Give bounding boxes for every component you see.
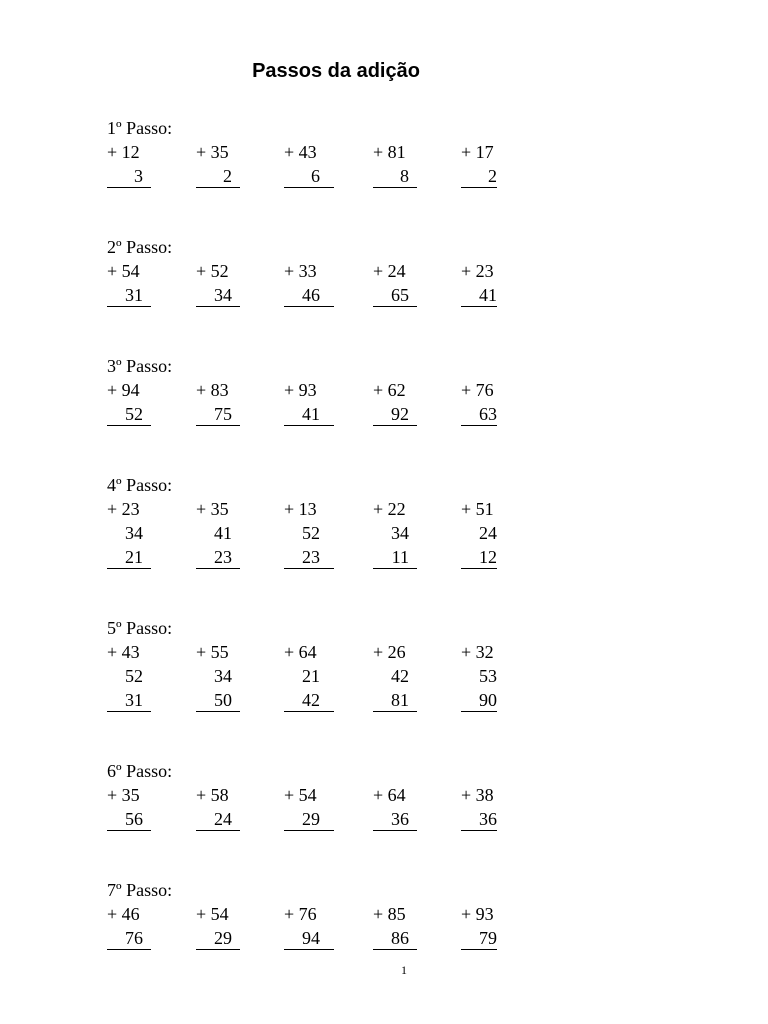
addend: 36: [479, 809, 497, 829]
addend: 34: [391, 523, 409, 543]
addend: 41: [479, 285, 497, 305]
plus-sign: +: [284, 904, 299, 924]
addition-problem: [284, 783, 334, 831]
first-addend: 38: [475, 785, 494, 805]
underlined-addend-line: [461, 164, 497, 188]
step-block: [107, 616, 527, 710]
addend: 41: [214, 523, 232, 543]
first-addend: 54: [298, 785, 317, 805]
plus-sign: +: [196, 499, 211, 519]
first-addend: 76: [475, 380, 494, 400]
addend: 79: [479, 928, 497, 948]
addend-line: [373, 664, 417, 688]
first-addend-line: [107, 259, 151, 283]
plus-sign: +: [107, 499, 122, 519]
first-addend: 35: [210, 142, 229, 162]
addend-line: [107, 521, 151, 545]
underlined-addend-line: [196, 688, 240, 712]
plus-sign: +: [196, 904, 211, 924]
underlined-addend-line: [373, 402, 417, 426]
addend: 42: [391, 666, 409, 686]
addition-problem: [284, 902, 334, 950]
first-addend: 12: [121, 142, 140, 162]
first-addend: 93: [298, 380, 317, 400]
addition-problem: [461, 497, 497, 569]
first-addend: 32: [475, 642, 494, 662]
step-label: 5º Passo:: [107, 618, 173, 638]
addition-problem: [107, 902, 151, 950]
underlined-addend-line: [284, 807, 334, 831]
addend: 6: [311, 166, 320, 186]
underlined-addend-line: [196, 926, 240, 950]
underlined-addend-line: [284, 545, 334, 569]
addend: 52: [125, 404, 143, 424]
plus-sign: +: [373, 261, 388, 281]
addition-problem: [284, 259, 334, 307]
addition-problem: [196, 640, 240, 712]
first-addend-line: [373, 378, 417, 402]
addend: 76: [125, 928, 143, 948]
first-addend: 24: [387, 261, 406, 281]
first-addend: 62: [387, 380, 406, 400]
underlined-addend-line: [461, 402, 497, 426]
first-addend-line: [373, 497, 417, 521]
plus-sign: +: [196, 261, 211, 281]
addition-problem: [107, 497, 151, 569]
addend: 92: [391, 404, 409, 424]
first-addend: 76: [298, 904, 317, 924]
underlined-addend-line: [107, 283, 151, 307]
addend: 53: [479, 666, 497, 686]
addend: 86: [391, 928, 409, 948]
addend: 52: [302, 523, 320, 543]
first-addend-line: [196, 640, 240, 664]
first-addend-line: [461, 902, 497, 926]
plus-sign: +: [284, 499, 299, 519]
underlined-addend-line: [373, 545, 417, 569]
step-label: 4º Passo:: [107, 475, 173, 495]
first-addend: 58: [210, 785, 229, 805]
first-addend: 52: [210, 261, 229, 281]
addend: 36: [391, 809, 409, 829]
step-label: 3º Passo:: [107, 356, 173, 376]
plus-sign: +: [196, 642, 211, 662]
plus-sign: +: [373, 785, 388, 805]
step-label: 2º Passo:: [107, 237, 173, 257]
addition-problem: [373, 378, 417, 426]
addition-problem: [373, 902, 417, 950]
addition-problem: [373, 140, 417, 188]
addition-problem: [107, 140, 151, 188]
first-addend-line: [196, 140, 240, 164]
plus-sign: +: [196, 380, 211, 400]
addition-problem: [373, 640, 417, 712]
plus-sign: +: [284, 261, 299, 281]
addition-problem: [107, 640, 151, 712]
first-addend: 35: [121, 785, 140, 805]
addend-line: [196, 521, 240, 545]
plus-sign: +: [461, 785, 476, 805]
addition-problem: [373, 497, 417, 569]
first-addend-line: [196, 259, 240, 283]
first-addend-line: [461, 640, 497, 664]
underlined-addend-line: [373, 926, 417, 950]
first-addend-line: [107, 902, 151, 926]
first-addend-line: [284, 640, 334, 664]
plus-sign: +: [196, 785, 211, 805]
plus-sign: +: [196, 142, 211, 162]
first-addend: 33: [298, 261, 317, 281]
step-label: 6º Passo:: [107, 761, 173, 781]
plus-sign: +: [461, 380, 476, 400]
addend: 50: [214, 690, 232, 710]
addend: 21: [302, 666, 320, 686]
step-block: [107, 354, 527, 424]
first-addend-line: [373, 259, 417, 283]
addition-problem: [461, 140, 497, 188]
first-addend-line: [461, 259, 497, 283]
step-block: [107, 473, 527, 567]
addend: 2: [488, 166, 497, 186]
addend: 23: [214, 547, 232, 567]
first-addend-line: [461, 497, 497, 521]
addend: 34: [214, 666, 232, 686]
underlined-addend-line: [107, 402, 151, 426]
underlined-addend-line: [284, 926, 334, 950]
addend-line: [107, 664, 151, 688]
addend: 8: [400, 166, 409, 186]
underlined-addend-line: [196, 164, 240, 188]
addition-problem: [461, 259, 497, 307]
addition-problem: [107, 783, 151, 831]
addend: 90: [479, 690, 497, 710]
underlined-addend-line: [196, 807, 240, 831]
first-addend-line: [373, 640, 417, 664]
first-addend: 93: [475, 904, 494, 924]
step-block: [107, 235, 527, 305]
first-addend: 43: [298, 142, 317, 162]
underlined-addend-line: [373, 283, 417, 307]
first-addend-line: [107, 640, 151, 664]
page-number: 1: [401, 963, 407, 977]
plus-sign: +: [284, 642, 299, 662]
step-block: [107, 878, 527, 948]
first-addend: 17: [475, 142, 494, 162]
addend-line: [196, 664, 240, 688]
first-addend-line: [107, 140, 151, 164]
plus-sign: +: [284, 785, 299, 805]
plus-sign: +: [107, 642, 122, 662]
underlined-addend-line: [196, 402, 240, 426]
addend: 29: [302, 809, 320, 829]
addend: 41: [302, 404, 320, 424]
addition-problem: [373, 783, 417, 831]
addend-line: [461, 521, 497, 545]
addend: 63: [479, 404, 497, 424]
plus-sign: +: [107, 785, 122, 805]
addend-line: [373, 521, 417, 545]
addition-problem: [196, 497, 240, 569]
addition-problem: [461, 902, 497, 950]
addend: 81: [391, 690, 409, 710]
first-addend: 46: [121, 904, 140, 924]
underlined-addend-line: [373, 807, 417, 831]
addition-problem: [196, 902, 240, 950]
plus-sign: +: [373, 642, 388, 662]
underlined-addend-line: [284, 164, 334, 188]
first-addend-line: [196, 497, 240, 521]
plus-sign: +: [373, 142, 388, 162]
plus-sign: +: [107, 261, 122, 281]
underlined-addend-line: [461, 926, 497, 950]
first-addend: 64: [298, 642, 317, 662]
plus-sign: +: [107, 380, 122, 400]
first-addend: 85: [387, 904, 406, 924]
first-addend: 51: [475, 499, 494, 519]
addition-problem: [284, 497, 334, 569]
first-addend-line: [107, 497, 151, 521]
addition-problem: [107, 259, 151, 307]
first-addend: 35: [210, 499, 229, 519]
plus-sign: +: [373, 904, 388, 924]
plus-sign: +: [461, 499, 476, 519]
first-addend-line: [284, 378, 334, 402]
addend: 21: [125, 547, 143, 567]
step-label: 1º Passo:: [107, 118, 173, 138]
first-addend-line: [284, 497, 334, 521]
addend: 46: [302, 285, 320, 305]
plus-sign: +: [284, 380, 299, 400]
underlined-addend-line: [461, 283, 497, 307]
addition-problem: [284, 140, 334, 188]
underlined-addend-line: [461, 688, 497, 712]
plus-sign: +: [461, 642, 476, 662]
addend: 23: [302, 547, 320, 567]
plus-sign: +: [107, 904, 122, 924]
first-addend-line: [373, 140, 417, 164]
underlined-addend-line: [107, 807, 151, 831]
addition-problem: [461, 640, 497, 712]
first-addend: 23: [121, 499, 140, 519]
underlined-addend-line: [107, 164, 151, 188]
step-label: 7º Passo:: [107, 880, 173, 900]
first-addend: 26: [387, 642, 406, 662]
plus-sign: +: [373, 380, 388, 400]
underlined-addend-line: [461, 545, 497, 569]
underlined-addend-line: [461, 807, 497, 831]
addend-line: [461, 664, 497, 688]
first-addend-line: [284, 140, 334, 164]
first-addend-line: [284, 259, 334, 283]
addend: 24: [214, 809, 232, 829]
first-addend: 43: [121, 642, 140, 662]
first-addend-line: [196, 902, 240, 926]
addend: 29: [214, 928, 232, 948]
step-block: [107, 759, 527, 829]
underlined-addend-line: [196, 545, 240, 569]
page-title: Passos da adição: [252, 60, 420, 82]
addend: 12: [479, 547, 497, 567]
addition-problem: [284, 378, 334, 426]
first-addend-line: [461, 378, 497, 402]
underlined-addend-line: [373, 164, 417, 188]
underlined-addend-line: [107, 688, 151, 712]
addition-problem: [196, 140, 240, 188]
plus-sign: +: [461, 261, 476, 281]
first-addend-line: [284, 902, 334, 926]
first-addend: 94: [121, 380, 140, 400]
addend: 75: [214, 404, 232, 424]
first-addend: 54: [121, 261, 140, 281]
addend-line: [284, 664, 334, 688]
first-addend-line: [461, 140, 497, 164]
addition-problem: [373, 259, 417, 307]
addend: 56: [125, 809, 143, 829]
first-addend: 13: [298, 499, 317, 519]
underlined-addend-line: [196, 283, 240, 307]
addend-line: [284, 521, 334, 545]
addition-problem: [196, 378, 240, 426]
addend: 34: [214, 285, 232, 305]
underlined-addend-line: [284, 688, 334, 712]
plus-sign: +: [284, 142, 299, 162]
first-addend-line: [107, 783, 151, 807]
first-addend: 55: [210, 642, 229, 662]
addition-problem: [196, 783, 240, 831]
addend: 3: [134, 166, 143, 186]
first-addend: 54: [210, 904, 229, 924]
addend: 34: [125, 523, 143, 543]
addend: 52: [125, 666, 143, 686]
addend: 42: [302, 690, 320, 710]
addition-problem: [461, 783, 497, 831]
addition-problem: [196, 259, 240, 307]
underlined-addend-line: [284, 283, 334, 307]
addition-problem: [461, 378, 497, 426]
first-addend-line: [196, 783, 240, 807]
first-addend-line: [373, 902, 417, 926]
addend: 31: [125, 690, 143, 710]
addend: 24: [479, 523, 497, 543]
underlined-addend-line: [107, 926, 151, 950]
plus-sign: +: [107, 142, 122, 162]
first-addend: 23: [475, 261, 494, 281]
first-addend-line: [461, 783, 497, 807]
underlined-addend-line: [107, 545, 151, 569]
addend: 11: [391, 547, 409, 567]
plus-sign: +: [461, 904, 476, 924]
addend: 31: [125, 285, 143, 305]
first-addend: 64: [387, 785, 406, 805]
addend: 94: [302, 928, 320, 948]
addition-problem: [107, 378, 151, 426]
plus-sign: +: [461, 142, 476, 162]
addition-problem: [284, 640, 334, 712]
first-addend-line: [373, 783, 417, 807]
plus-sign: +: [373, 499, 388, 519]
first-addend: 22: [387, 499, 406, 519]
first-addend-line: [107, 378, 151, 402]
first-addend-line: [284, 783, 334, 807]
addend: 65: [391, 285, 409, 305]
first-addend: 83: [210, 380, 229, 400]
step-block: [107, 116, 527, 186]
addend: 2: [223, 166, 232, 186]
first-addend: 81: [387, 142, 406, 162]
underlined-addend-line: [284, 402, 334, 426]
underlined-addend-line: [373, 688, 417, 712]
first-addend-line: [196, 378, 240, 402]
